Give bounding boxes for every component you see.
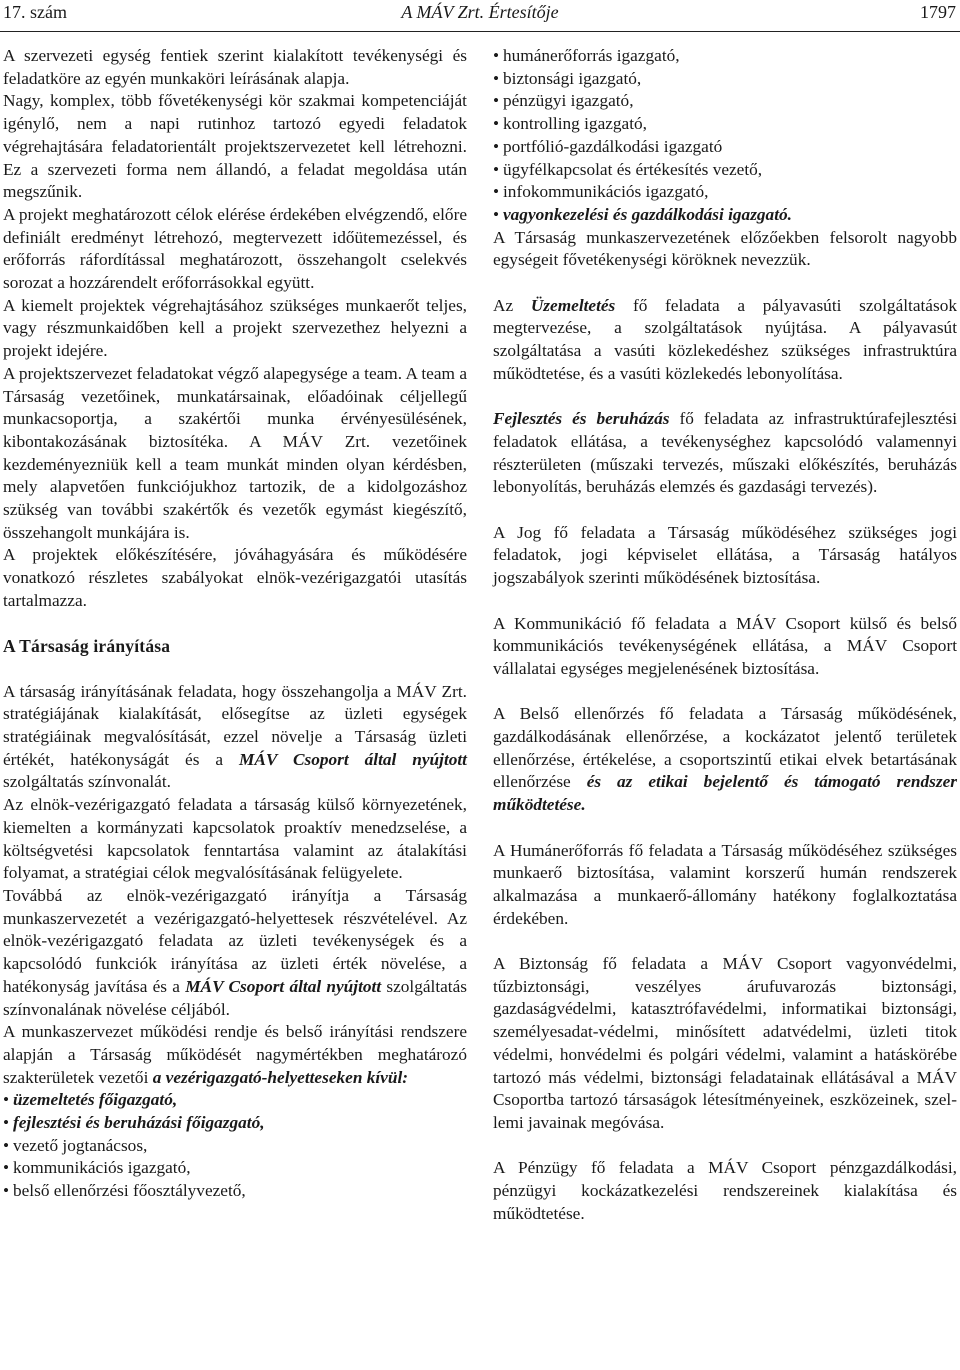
list-item: • vezető jogtanácsos, <box>3 1135 467 1158</box>
list-item: • biztonsági igazgató, <box>493 68 957 91</box>
paragraph: A szervezeti egység fentiek szerint kialakított tevékenységi és feladatköre az egyén munkaköri leírásának alapja. <box>3 46 467 88</box>
list-item: • infokommunikációs igazgató, <box>493 181 957 204</box>
paragraph: Fejlesztés és beruházás fő feladata az infrastruktúrafejlesztési feladatok ellátása, a tevékenységhez kapcsolódó valamennyi részterületen (műszaki tervezés, műszaki előkészítés, beruházás lebonyolítás, beruházás elemzés és gazdasági tervezés). <box>493 409 957 497</box>
publication-title: A MÁV Zrt. Értesítője <box>401 2 559 22</box>
paragraph: A kiemelt projektek végrehajtásához szükséges munkaerőt teljes, vagy részmunkaidőben kell a projekt szervezethez helyezni a projekt idejére. <box>3 295 467 361</box>
paragraph: A Kommunikáció fő feladata a MÁV Csoport külső és belső kommunikációs tevékenységének ellátása, a MÁV Csoport vállalatai egységes megjelenésének biztosítása. <box>493 613 957 678</box>
header-rule <box>0 31 960 32</box>
paragraph: A Humánerőforrás fő feladata a Társaság működéséhez szükséges munkaerő biztosítása, valamint korszerű humán rendszerek alkalmazása a munkaerő-állomány hatékony foglalkoztatása érdekében. <box>493 840 957 928</box>
list-item: • kommunikációs igazgató, <box>3 1157 467 1180</box>
issue-number: 17. szám <box>3 2 67 22</box>
paragraph: A munkaszervezet működési rendje és belső irányítási rendszere alapján a Társaság működését nagymértékben meghatározó szakterületek vezetői a vezérigazgató-helyetteseken kívül: <box>3 1022 467 1087</box>
page-number: 1797 <box>920 2 956 22</box>
paragraph: A Biztonság fő feladata a MÁV Csoport vagyonvédelmi, tűzbiztonsági, veszélyes árufuvarozás biztonsági, gazdaságvédelmi, katasztrófavédelmi, informatikai biztonsági, személyesadat-védelmi, minősített adatvédelmi, üzleti titok védelmi, honvédelmi és polgári védelmi, valamint a hatáskörébe tartozó más védelmi, biztonsági feladatainak ellátásával a MÁV Csoportba tartozó társaságok létesítményeinek, eszközeinek, szellemi javainak megóvása. <box>493 954 957 1132</box>
list-item: • vagyonkezelési és gazdálkodási igazgató. <box>493 204 957 227</box>
paragraph: A társaság irányításának feladata, hogy összehangolja a MÁV Zrt. stratégiájának kialakítását, elősegítse az üzleti egységek stratégiáinak megvalósítását, ezzel növelje a Társaság üzleti értékét, hatékonyságát és a MÁV Csoport által nyújtott szolgáltatás színvonalát. <box>3 681 467 792</box>
paragraph: Továbbá az elnök-vezérigazgató irányítja a Társaság munkaszervezetét a vezérigazgató-helyettesek részvételével. Az elnök-vezérigazgató feladata az üzleti tevékenységek és a kapcsolódó funkciók irányítása az üzleti érték növelése, a hatékonyság javítása és a MÁV Csoport által nyújtott szolgáltatás színvonalának növelése céljából. <box>3 885 467 1019</box>
director-list-right <box>493 45 957 227</box>
list-item: • ügyfélkapcsolat és értékesítés vezető, <box>493 159 957 182</box>
paragraph: Az elnök-vezérigazgató feladata a társaság külső környezetének, kiemelten a kormányzati kapcsolatok proaktív menedzselése, a költségvetési kapcsolatok fenntartása valamint az átalakítási folyamat, a stratégiai célok megvalósításának felügyelete. <box>3 795 467 883</box>
section-heading: A Társaság irányítása <box>3 636 171 657</box>
paragraph: A Társaság munkaszervezetének előzőekben felsorolt nagyobb egységeit fővetékenységi köröknek nevezzük. <box>493 227 957 270</box>
list-item: • kontrolling igazgató, <box>493 113 957 136</box>
left-column <box>3 45 467 1203</box>
list-item: • belső ellenőrzési főosztályvezető, <box>3 1180 467 1203</box>
paragraph: A projektszervezet feladatokat végző alapegysége a team. A team a Társaság vezetőinek, munkatársainak, előadóinak céljellegű munkacsoportja, a szakértői munka érvényesülésének, kibontakozásának biztosítéka. A MÁV Zrt. vezetőinek kezdeményezniük kell a team munkát minden olyan kérdésben, mely alapvetően funkciójukhoz tartozik, de a kidolgozáshoz szükség van további szakértők és vezetők egymást kiegészítő, összehangolt munkájára is. <box>3 363 467 542</box>
list-item: • üzemeltetés főigazgató, <box>3 1089 467 1112</box>
list-item: • humánerőforrás igazgató, <box>493 45 957 68</box>
paragraph: Az Üzemeltetés fő feladata a pályavasúti szolgáltatások megtervezése, a szolgáltatások nyújtása. A pályavasút szolgáltatása a vasúti közlekedéshez szükséges infrastruktúra működtetése, és a vasúti közlekedés lebonyolítása. <box>493 295 957 383</box>
paragraph: A projekt meghatározott célok elérése érdekében elvégzendő, előre definiált eredményt létrehozó, megtervezett időütemezéssel, és erőforrás ráfordítással meghatározott, összehangolt cselekvés sorozat a hozzárendelt erőforrásokkal együtt. <box>3 204 467 293</box>
paragraph: A Jog fő feladata a Társaság működéséhez szükséges jogi feladatok, jogi képviselet ellátása, a Társaság hatályos jogszabályok szerinti működésének biztosítása. <box>493 522 957 588</box>
list-item: • fejlesztési és beruházási főigazgató, <box>3 1112 467 1135</box>
list-item: • portfólió-gazdálkodási igazgató <box>493 136 957 159</box>
page-header <box>0 0 960 34</box>
paragraph: A projektek előkészítésére, jóváhagyására és működésére vonatkozó részletes szabályokat elnök-vezérigazgatói utasítás tartalmazza. <box>3 545 467 610</box>
paragraph: A Pénzügy fő feladata a MÁV Csoport pénzgazdálkodási, pénzügyi kockázatkezelési rendszereinek kialakítása és működtetése. <box>493 1158 957 1223</box>
right-column <box>493 45 957 1225</box>
list-item: • pénzügyi igazgató, <box>493 90 957 113</box>
director-list-left <box>3 1089 467 1203</box>
paragraph: Nagy, komplex, több fővetékenységi kör szakmai kompetenciáját igénylő, nem a napi rutinhoz tartozó egyedi feladatok végrehajtására feladatorientált projektszervezetet kell létrehozni. Ez a szervezeti forma nem állandó, a feladat megoldása után megszűnik. <box>3 91 467 202</box>
paragraph: A Belső ellenőrzés fő feladata a Társaság működésének, gazdálkodásának ellenőrzése, a kockázatot jelentő területek ellenőrzése, értékelése, a csoportszintű etikai elvek betartásának ellenőrzése és az etikai bejelentő és támogató rendszer működtetése. <box>493 704 957 815</box>
